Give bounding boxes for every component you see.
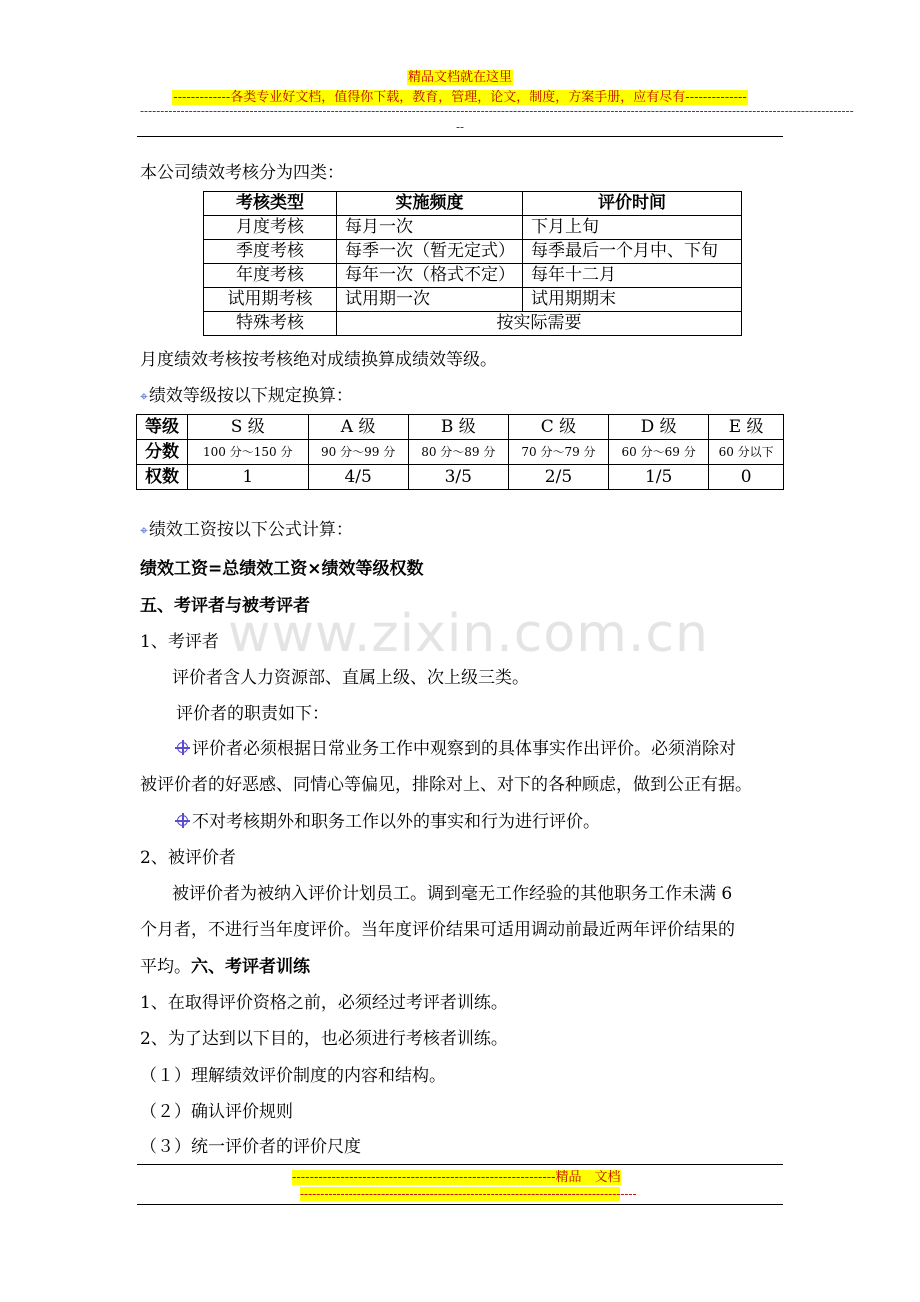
cell: 1/5 [609,465,709,490]
cell: D 级 [609,415,709,440]
section-5-title: 五、考评者与被考评者 [140,596,310,616]
table-row [137,440,784,465]
grade-table [136,414,784,490]
table-row [204,312,742,336]
assessment-type-table [203,191,742,336]
cell: 按实际需要 [337,312,742,336]
footer-line-1: ------------------------------------------------------------精品 文档 [292,1170,621,1185]
list-item: （３）统一评价者的评价尺度 [140,1137,361,1157]
cell: 试用期一次 [337,288,523,312]
evaluator-scope: 评价者含人力资源部、直属上级、次上级三类。 [172,668,529,688]
duty-1-line-2: 被评价者的好恶感、同情心等偏见，排除对上、对下的各种顾虑，做到公正有据。 [140,775,752,795]
section-5-2: 2、被评价者 [140,848,236,868]
cell: B 级 [408,415,508,440]
cell: 试用期期末 [523,288,742,312]
cell: 1 [188,465,309,490]
cell: 3/5 [408,465,508,490]
cell: 每年一次（格式不定） [337,264,523,288]
evaluator-duty-intro: 评价者的职责如下： [176,704,329,724]
grade-intro-text: 绩效等级按以下规定换算： [148,386,353,406]
watermark: www.zixin.com.cn [228,604,709,664]
cell: 月度考核 [204,216,337,240]
cell: 90 分～99 分 [308,440,408,465]
duty-2 [175,812,600,832]
header-title: 精品文档就在这里 [407,70,512,85]
section-5-1: 1、考评者 [140,632,219,652]
col-header: 实施频度 [337,192,523,216]
table-row [204,264,742,288]
cell: 80 分～89 分 [408,440,508,465]
header-dash-line: -------------------------------------------------------------------------------------------------------------------------------------------------------------------------------- [140,104,854,118]
section-6-title: 六、考评者训练 [191,957,310,977]
section-6-2: 2、为了达到以下目的，也必须进行考核者训练。 [140,1029,508,1049]
cell: 70 分～79 分 [508,440,608,465]
grade-intro [140,386,353,407]
table-header-row [204,192,742,216]
cell: E 级 [709,415,784,440]
duty-1-line-1 [175,739,736,759]
crosshair-icon [175,740,190,755]
col-header: 考核类型 [204,192,337,216]
cell: S 级 [188,415,309,440]
cell: 2/5 [508,465,608,490]
bullet-icon: ⌖ [140,523,148,539]
list-item: （１）理解绩效评价制度的内容和结构。 [140,1066,446,1086]
footer-line-2: ----------------------------------------------------------------------------------- [300,1187,637,1201]
row-header: 权数 [137,465,188,490]
cell: A 级 [308,415,408,440]
salary-intro-text: 绩效工资按以下公式计算： [148,520,353,540]
col-header: 评价时间 [523,192,742,216]
evaluatee-line-3 [140,957,310,977]
cell: 每季最后一个月中、下旬 [523,240,742,264]
cell: 每季一次（暂无定式） [337,240,523,264]
salary-intro [140,520,353,541]
cell: 每月一次 [337,216,523,240]
evaluatee-line-1: 被评价者为被纳入评价计划员工。调到毫无工作经验的其他职务工作未满 6 [172,884,733,904]
evaluatee-line-2: 个月者，不进行当年度评价。当年度评价结果可适用调动前最近两年评价结果的 [140,920,735,940]
section-6-1: 1、在取得评价资格之前，必须经过考评者训练。 [140,993,508,1013]
header-slogan: -------------各类专业好文档，值得你下载，教育，管理，论文，制度，方案手册，应有尽有-------------- [173,90,747,105]
footer-rule-bottom [137,1204,783,1205]
table-row [204,240,742,264]
cell: 100 分～150 分 [188,440,309,465]
table-row [204,216,742,240]
footer-rule-top [137,1164,783,1165]
header-dash-tail: -- [455,120,465,134]
cell: 季度考核 [204,240,337,264]
duty-1-text: 评价者必须根据日常业务工作中观察到的具体事实作出评价。必须消除对 [192,739,736,759]
list-item: （２）确认评价规则 [140,1102,293,1122]
header-rule [137,136,783,137]
cell: 4/5 [308,465,408,490]
cell: 下月上旬 [523,216,742,240]
intro-text: 本公司绩效考核分为四类： [140,163,344,183]
evaluatee-line-3-text: 平均。 [140,957,191,977]
cell: 0 [709,465,784,490]
monthly-note: 月度绩效考核按考核绝对成绩换算成绩效等级。 [140,350,497,370]
cell: 特殊考核 [204,312,337,336]
table-row [204,288,742,312]
cell: 每年十二月 [523,264,742,288]
cell: 年度考核 [204,264,337,288]
table-row [137,465,784,490]
bullet-icon: ⌖ [140,389,148,405]
row-header: 等级 [137,415,188,440]
cell: 试用期考核 [204,288,337,312]
duty-2-text: 不对考核期外和职务工作以外的事实和行为进行评价。 [192,812,600,832]
crosshair-icon [175,813,190,828]
cell: C 级 [508,415,608,440]
salary-formula: 绩效工资=总绩效工资×绩效等级权数 [140,559,424,579]
cell: 60 分～69 分 [609,440,709,465]
row-header: 分数 [137,440,188,465]
cell: 60 分以下 [709,440,784,465]
table-row [137,415,784,440]
